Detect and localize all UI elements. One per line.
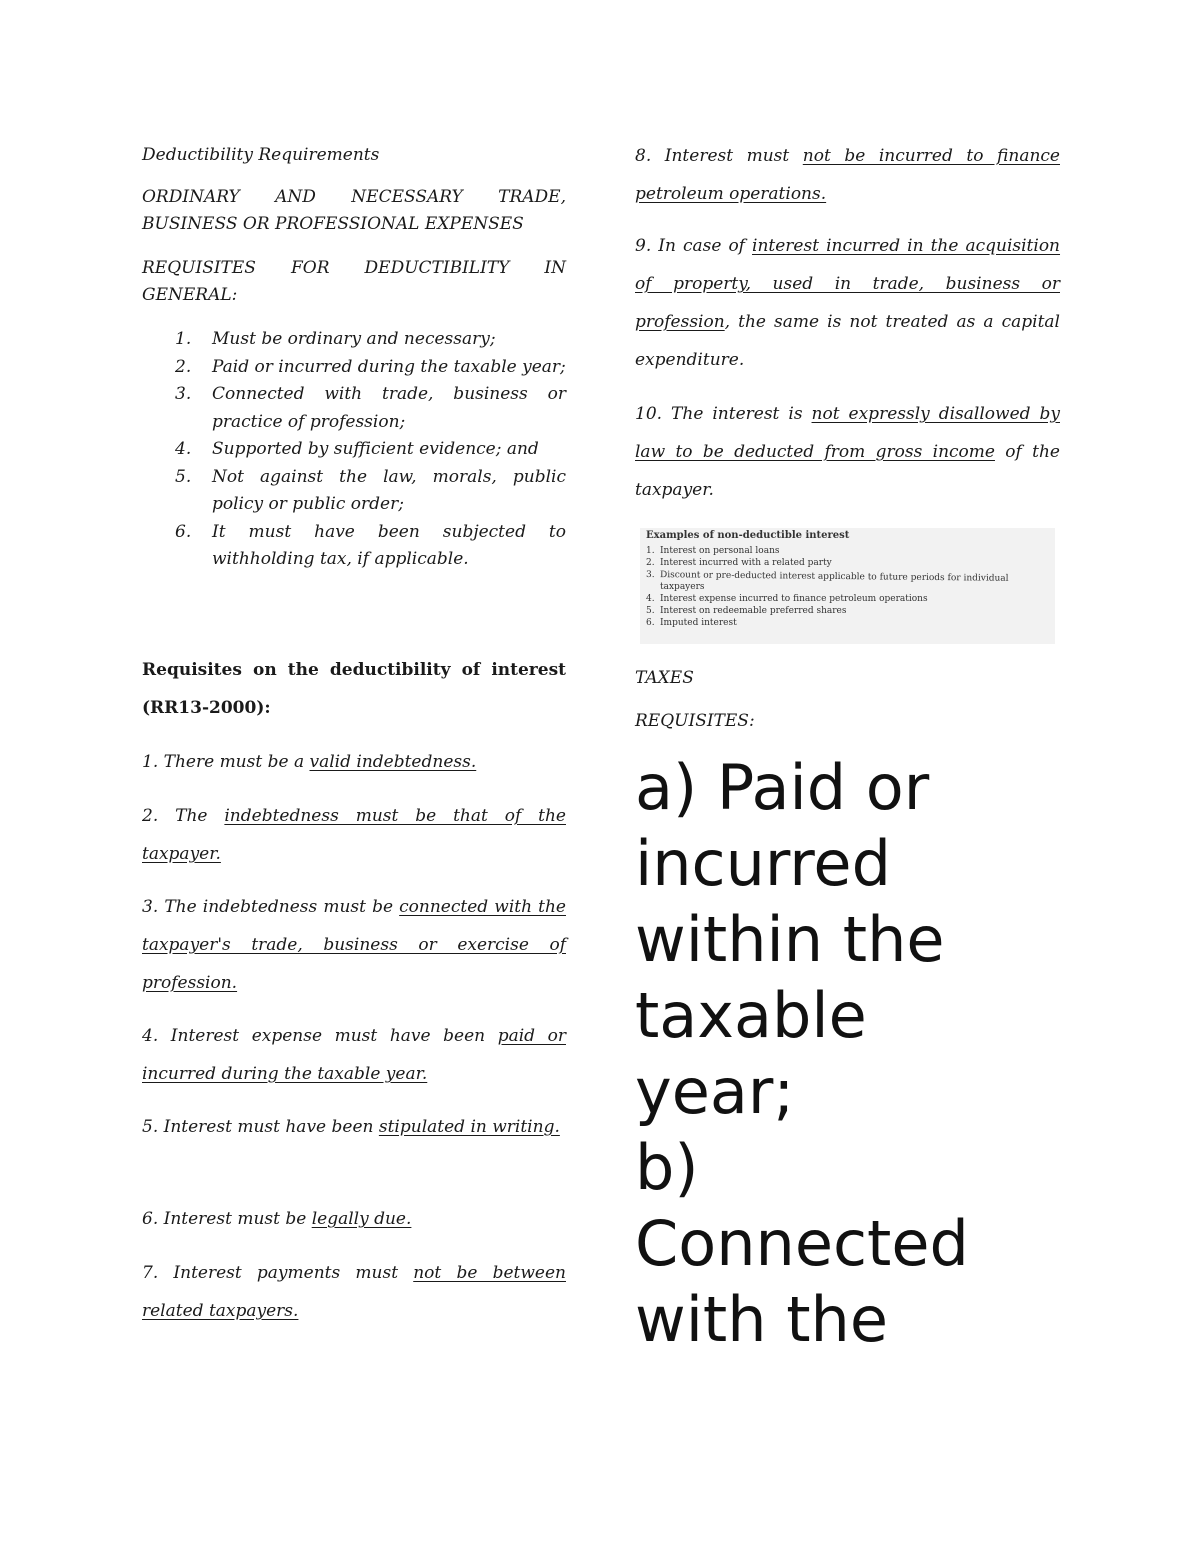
snippet-item: 1. Interest on personal loans	[646, 546, 780, 556]
snippet-item: 2. Interest incurred with a related party	[646, 558, 832, 568]
list-item: 5. Not against the law, morals, public policy or public order;	[175, 466, 566, 514]
section-heading-requisites-line2: GENERAL:	[142, 285, 238, 305]
snippet-item: taxpayers	[660, 582, 705, 592]
interest-requisite-9: 9. In case of interest incurred in the acquisition of property, used in trade, business or profession, the same is not treated as a capital expenditure.	[635, 236, 1061, 370]
large-text-line: with the	[635, 1283, 888, 1356]
large-text-line: Connected	[635, 1207, 969, 1280]
section-heading-ordinary-line1: ORDINARY AND NECESSARY TRADE,	[142, 187, 566, 207]
large-requisites-text	[635, 750, 1075, 1358]
interest-requisite-3: 3. The indebtedness must be connected with the taxpayer's trade, business or exercise of profession.	[142, 897, 566, 993]
large-text-line: incurred	[635, 827, 891, 900]
interest-requisite-7: 7. Interest payments must not be between related taxpayers.	[142, 1263, 566, 1321]
interest-requisite-8: 8. Interest must not be incurred to finance petroleum operations.	[635, 146, 1060, 204]
large-text-line: within the	[635, 903, 945, 976]
list-item: 1. Must be ordinary and necessary;	[175, 329, 496, 349]
document-title: Deductibility Requirements	[142, 145, 380, 165]
section-heading-requisites-line1: REQUISITES FOR DEDUCTIBILITY IN	[142, 258, 566, 278]
taxes-label: TAXES	[635, 668, 694, 688]
non-deductible-interest-image	[640, 528, 1055, 644]
interest-requisite-6: 6. Interest must be legally due.	[142, 1209, 412, 1229]
snippet-item: 5. Interest on redeemable preferred shares	[646, 606, 847, 616]
list-item: 6. It must have been subjected to withholding tax, if applicable.	[175, 521, 566, 569]
large-text-line: a) Paid or	[635, 751, 930, 824]
snippet-item: 3. Discount or pre-deducted interest applicable to future periods for individual	[645, 570, 1009, 584]
snippet-item: 4. Interest expense incurred to finance petroleum operations	[646, 594, 928, 604]
large-text-line: b)	[635, 1131, 699, 1204]
requisites-label: REQUISITES:	[635, 711, 755, 731]
snippet-title: Examples of non-deductible interest	[646, 530, 850, 541]
large-text-line: year;	[635, 1055, 795, 1128]
interest-heading-line1: Requisites on the deductibility of interest	[142, 660, 566, 680]
list-item: 3. Connected with trade, business or practice of profession;	[175, 384, 566, 432]
section-heading-ordinary-line2: BUSINESS OR PROFESSIONAL EXPENSES	[142, 214, 524, 234]
interest-requisite-10: 10. The interest is not expressly disallowed by law to be deducted from gross income of the taxpayer.	[635, 404, 1060, 500]
general-requisites-list	[142, 326, 566, 574]
list-item: 2. Paid or incurred during the taxable year;	[175, 356, 566, 377]
large-text-line: taxable	[635, 979, 867, 1052]
list-item: 4. Supported by sufficient evidence; and	[175, 439, 539, 459]
interest-requisite-5: 5. Interest must have been stipulated in writing.	[142, 1117, 560, 1137]
interest-requisite-1: 1. There must be a valid indebtedness.	[142, 752, 477, 772]
snippet-item: 6. Imputed interest	[646, 618, 737, 628]
interest-requisite-4: 4. Interest expense must have been paid or incurred during the taxable year.	[142, 1026, 566, 1084]
interest-requisite-2: 2. The indebtedness must be that of the taxpayer.	[142, 806, 566, 864]
interest-heading-line2: (RR13-2000):	[142, 698, 271, 718]
